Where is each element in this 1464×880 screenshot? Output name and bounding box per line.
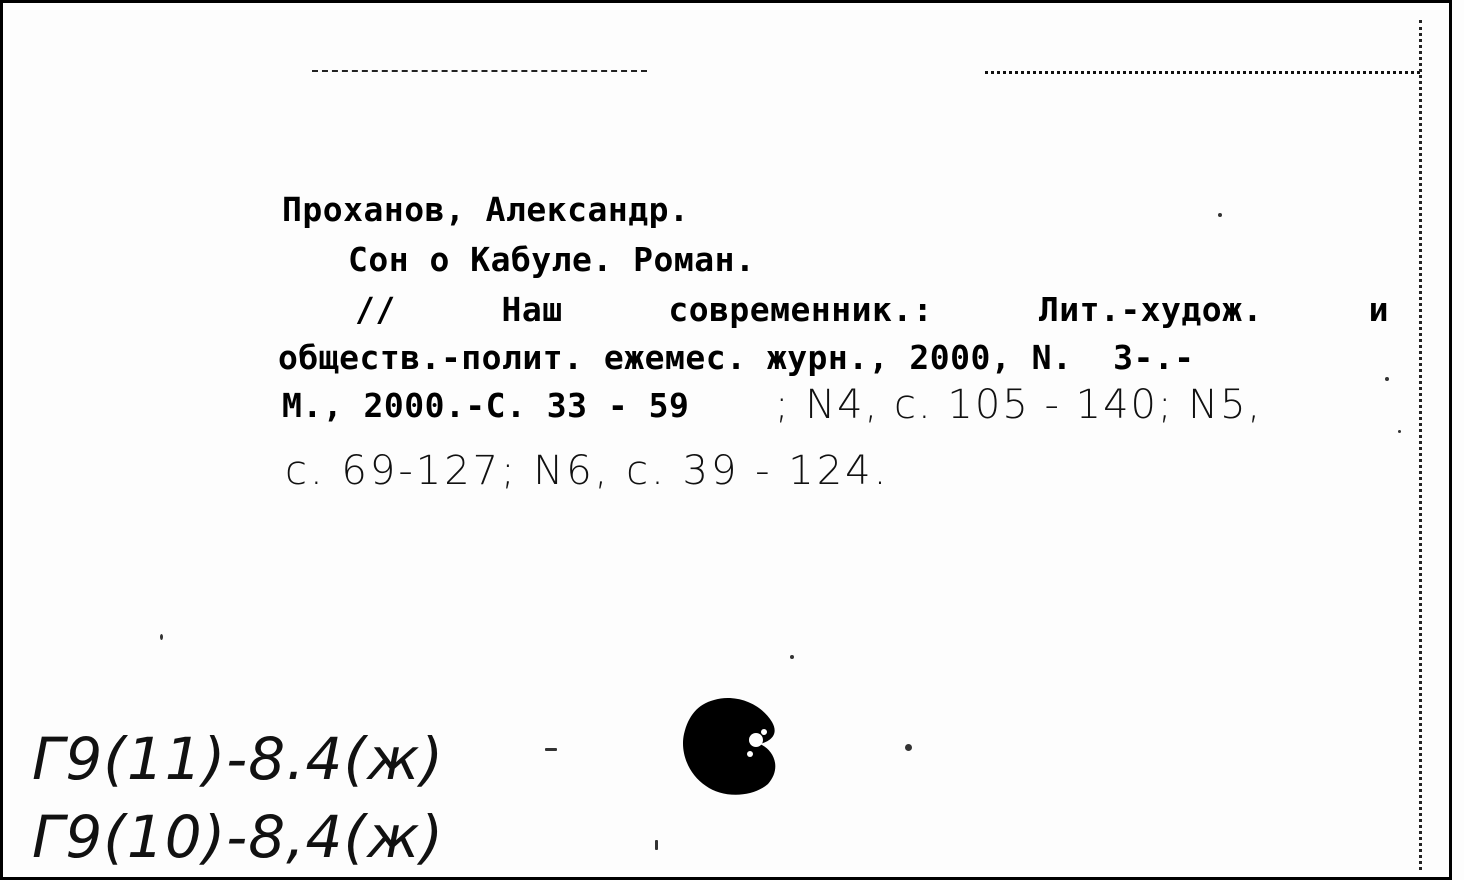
ink-blot xyxy=(676,694,784,800)
source-word-1: Наш xyxy=(501,290,563,329)
handwritten-pages-2: с. 69-127; N6, с. 39 - 124. xyxy=(285,448,890,494)
card-border-left xyxy=(0,0,3,880)
perforation-line xyxy=(1419,20,1422,870)
classification-code-2: Г9(10)-8,4(ж) xyxy=(32,803,444,871)
ink-speck xyxy=(1218,213,1222,217)
card-border-top xyxy=(0,0,1450,3)
author-heading: Проханов, Александр. xyxy=(282,190,690,229)
imprint-line: М., 2000.-С. 33 - 59 xyxy=(282,386,690,425)
source-word-3: Лит.-худож. xyxy=(1038,290,1263,329)
top-rule-left xyxy=(312,70,647,72)
handwritten-pages-1: ; N4, с. 105 - 140; N5, xyxy=(775,382,1263,428)
source-line xyxy=(355,290,1389,330)
ink-speck xyxy=(1385,377,1389,381)
work-title: Сон о Кабуле. Роман. xyxy=(348,240,756,279)
ink-speck xyxy=(160,634,163,640)
ink-speck xyxy=(790,655,794,659)
source-continuation: обществ.-полит. ежемес. журн., 2000, N. 3-.- xyxy=(278,338,1195,377)
card-border-right xyxy=(1449,0,1452,880)
ink-speck xyxy=(1398,430,1401,433)
source-word-2: современник.: xyxy=(668,290,934,329)
source-word-4: и xyxy=(1368,290,1389,329)
classification-code-1: Г9(11)-8.4(ж) xyxy=(32,725,444,793)
ink-speck xyxy=(655,840,658,850)
top-rule-right xyxy=(985,71,1420,74)
ink-speck xyxy=(545,748,557,751)
source-separator: // xyxy=(355,290,396,329)
ink-speck xyxy=(905,744,912,751)
